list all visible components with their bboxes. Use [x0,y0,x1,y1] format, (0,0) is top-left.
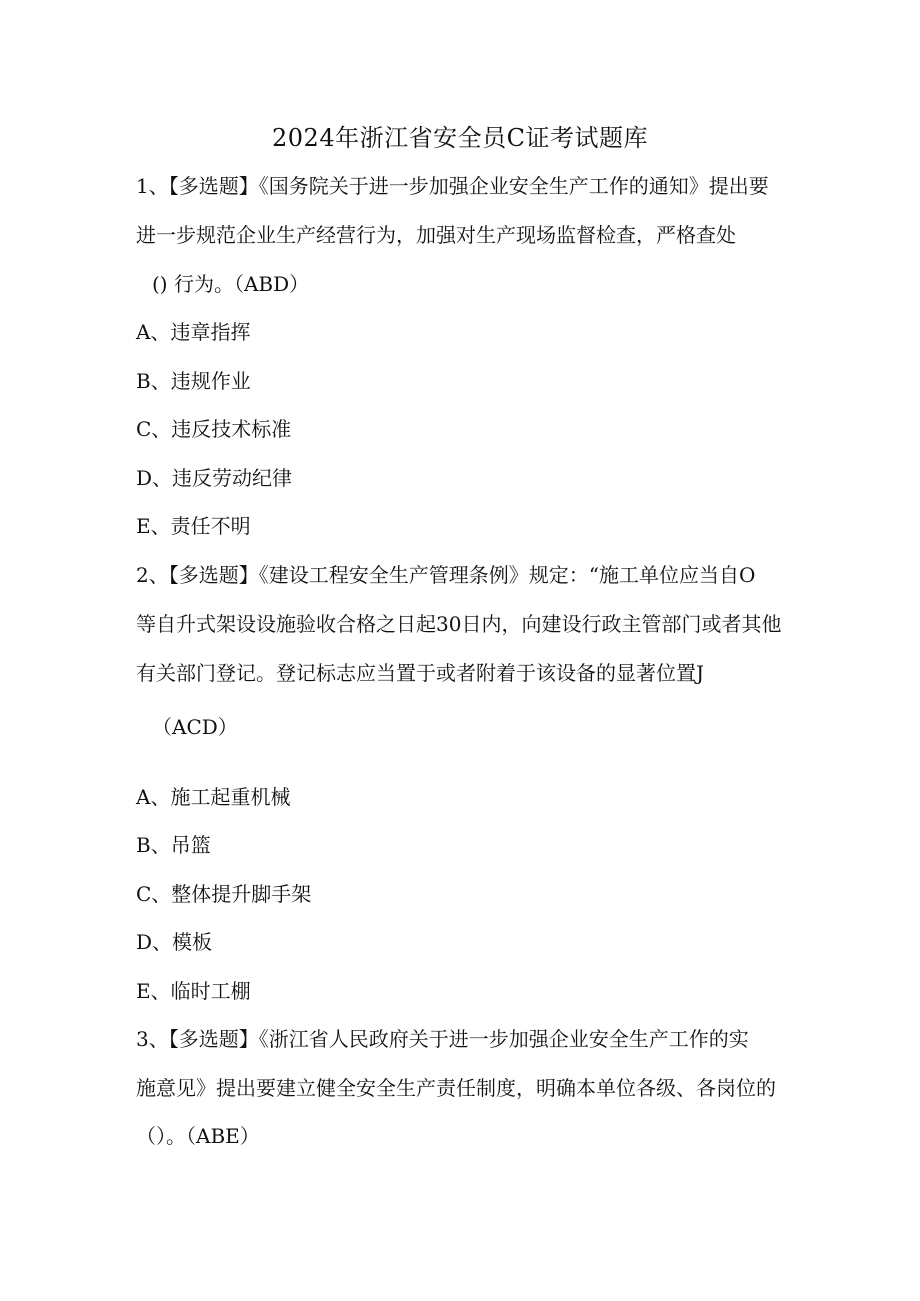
question-3-line-1: 3、【多选题】《浙江省人民政府关于进一步加强企业安全生产工作的实 [136,1027,749,1051]
option-1-e: E、责任不明 [136,514,251,538]
option-2-a: A、施工起重机械 [136,785,291,809]
document-title: 2024年浙江省安全员C证考试题库 [272,124,648,152]
option-2-e: E、临时工棚 [136,979,251,1003]
question-1-line-2: 进一步规范企业生产经营行为，加强对生产现场监督检查，严格查处 [136,223,736,247]
option-1-d: D、违反劳动纪律 [136,466,293,490]
question-3-line-3: （）。（ABE） [136,1124,260,1148]
question-2-line-3: 有关部门登记。登记标志应当置于或者附着于该设备的显著位置J [136,661,705,685]
question-2-line-1: 2、【多选题】《建设工程安全生产管理条例》规定：“施工单位应当自O [136,563,756,587]
option-1-b: B、违规作业 [136,369,251,393]
question-3-line-2: 施意见》提出要建立健全安全生产责任制度，明确本单位各级、各岗位的 [136,1076,776,1100]
option-1-c: C、违反技术标准 [136,417,292,441]
question-2-line-4: （ACD） [152,715,238,739]
option-2-b: B、吊篮 [136,833,211,857]
question-1-line-1: 1、【多选题】《国务院关于进一步加强企业安全生产工作的通知》提出要 [136,174,769,198]
option-1-a: A、违章指挥 [136,320,251,344]
option-2-d: D、模板 [136,930,213,954]
question-1-line-3: () 行为。（ABD） [152,272,310,296]
question-2-line-2: 等自升式架设设施验收合格之日起30日内，向建设行政主管部门或者其他 [136,612,782,636]
option-2-c: C、整体提升脚手架 [136,882,312,906]
